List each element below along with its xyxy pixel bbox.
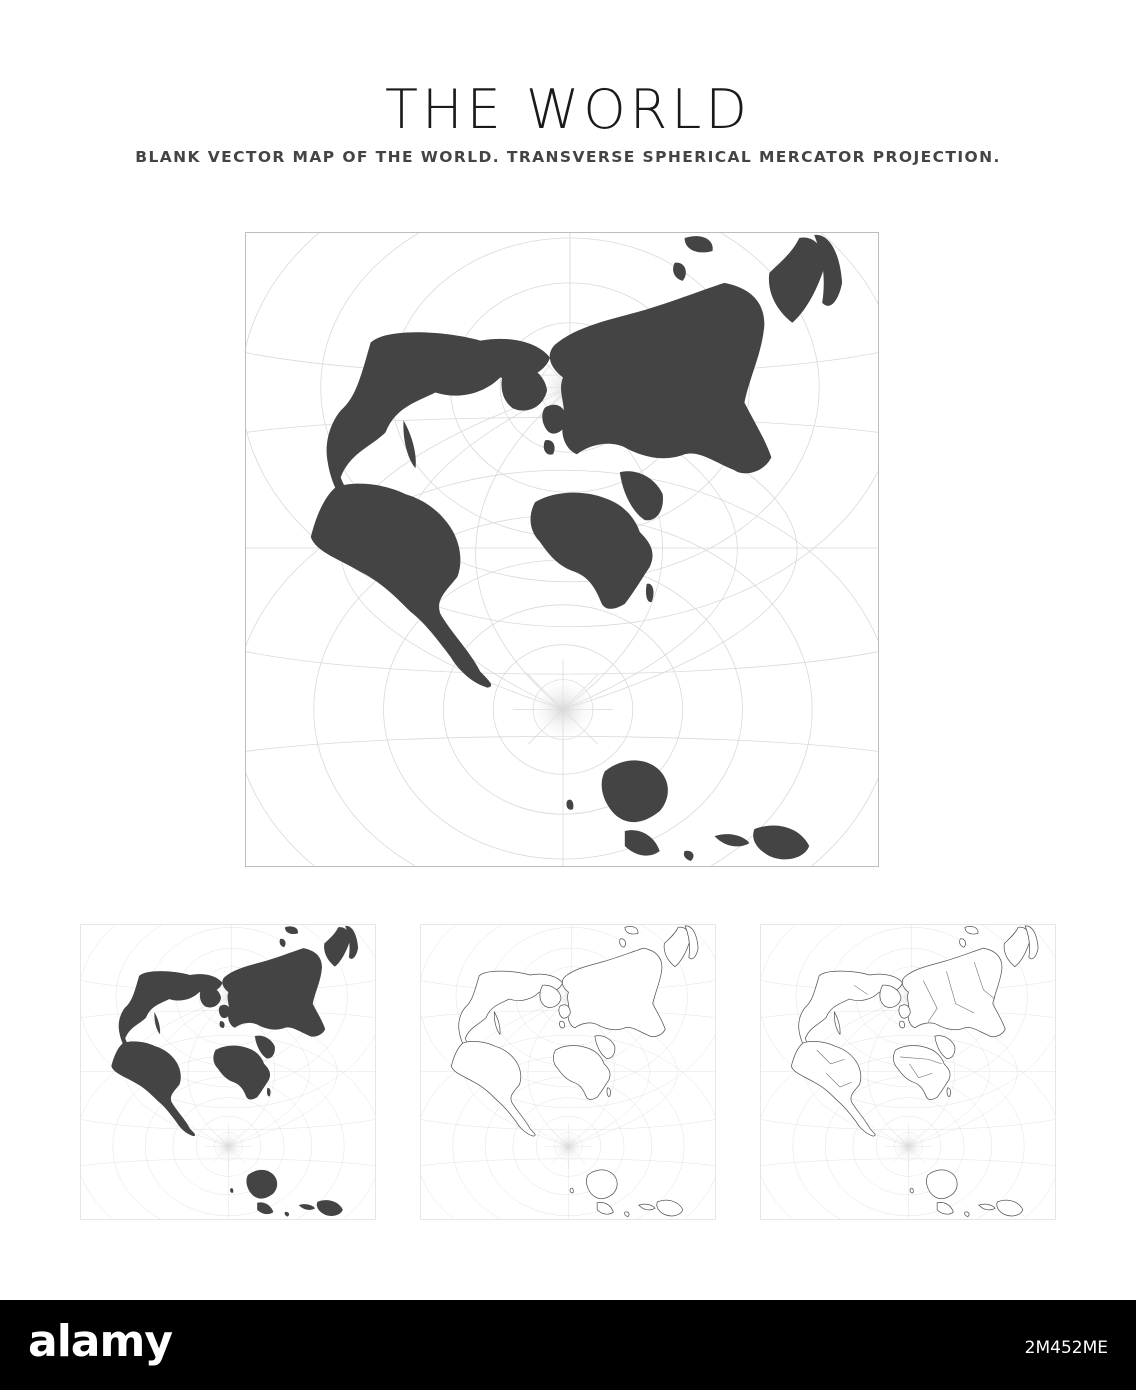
thumb-outline-svg — [421, 925, 715, 1219]
thumbnail-map-borders — [760, 924, 1056, 1220]
main-world-map — [245, 232, 879, 867]
image-id: 2M452ME — [1024, 1338, 1108, 1358]
alamy-logo: alamy — [28, 1316, 172, 1367]
thumb-filled-svg — [81, 925, 375, 1219]
thumbnail-map-filled — [80, 924, 376, 1220]
main-map-svg — [246, 233, 878, 866]
south-pole-marker — [528, 675, 598, 745]
page-title: THE WORLD — [385, 78, 751, 141]
page-subtitle: BLANK VECTOR MAP OF THE WORLD. TRANSVERSE SPHERICAL MERCATOR PROJECTION. — [135, 148, 1001, 166]
thumbnail-map-outline — [420, 924, 716, 1220]
thumb-borders-svg — [761, 925, 1055, 1219]
